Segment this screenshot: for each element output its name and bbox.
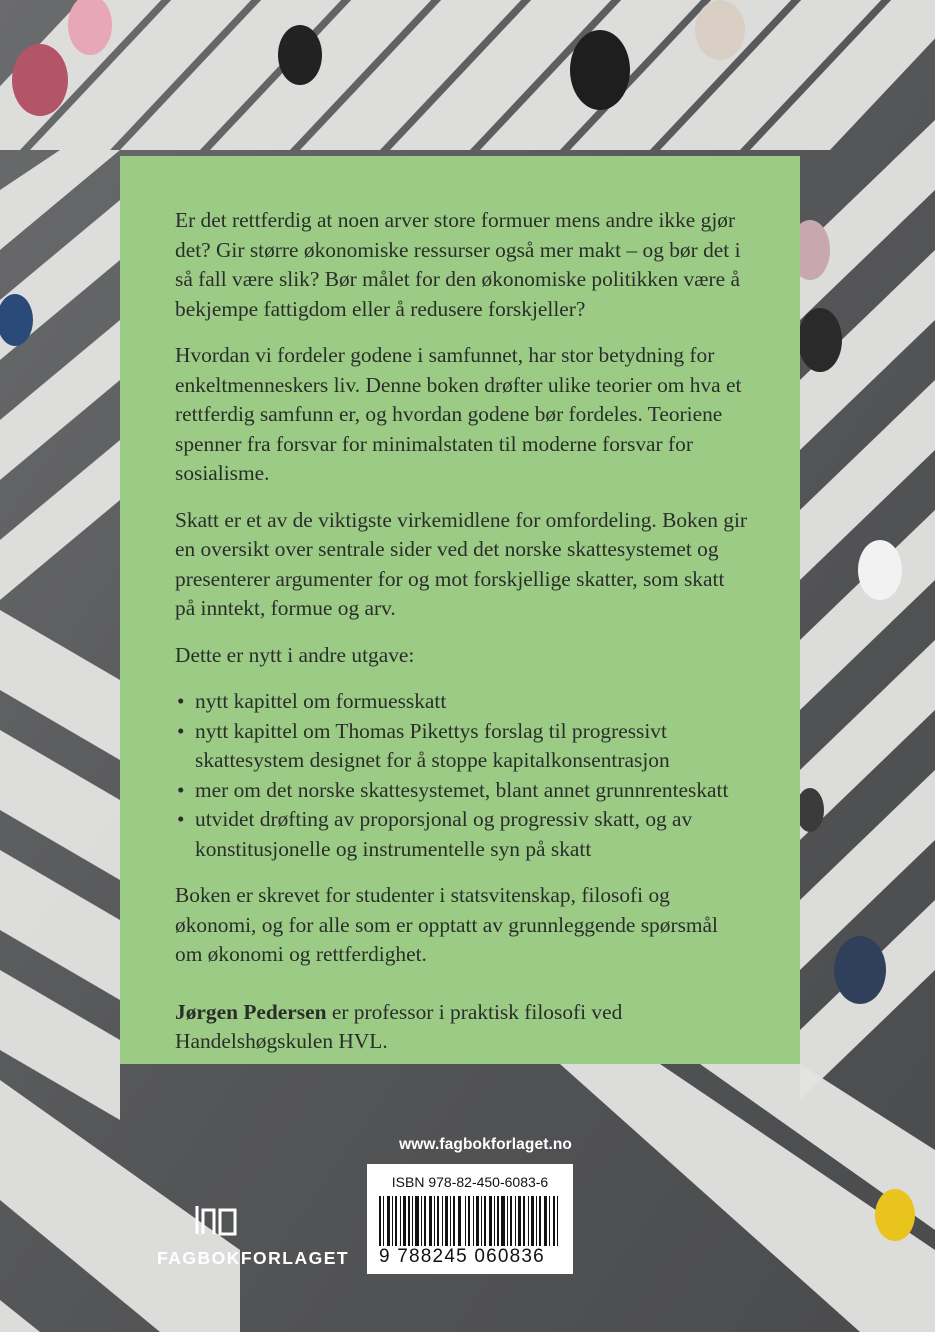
bullet-glyph: • bbox=[177, 689, 185, 713]
list-item-text: utvidet drøfting av proporsjonal og progressiv skatt, og av konstitusjonelle og instrumentelle syn på skatt bbox=[195, 807, 693, 861]
isbn-label: ISBN 978-82-450-6083-6 bbox=[391, 1174, 549, 1190]
isbn-barcode-box bbox=[367, 1164, 573, 1274]
list-item-text: nytt kapittel om Thomas Pikettys forslag til progressivt skattesystem designet for å stoppe kapitalkonsentrasjon bbox=[195, 718, 670, 772]
list-item-text: mer om det norske skattesystemet, blant annet grunnrenteskatt bbox=[195, 777, 729, 802]
list-item bbox=[175, 805, 748, 864]
author-name: Jørgen Pedersen bbox=[175, 999, 327, 1024]
bullet-glyph: • bbox=[177, 807, 185, 831]
barcode-digits: 9 788245 060836 bbox=[377, 1246, 567, 1268]
closing-paragraph: Boken er skrevet for studenter i statsvitenskap, filosofi og økonomi, og for alle som er opptatt av grunnleggende spørsmål om økonomi og rettferdighet. bbox=[175, 883, 718, 966]
blurb-paragraph: Er det rettferdig at noen arver store formuer mens andre ikke gjør det? Gir større økonomiske ressurser også mer makt – og bør det i så fall være slik? Bør målet for den økonomiske politikken være å bekjempe fattigdom eller å redusere forskjeller? bbox=[175, 208, 741, 321]
bullet-glyph: • bbox=[177, 718, 185, 743]
blurb-paragraph: Hvordan vi fordeler godene i samfunnet, har stor betydning for enkeltmenneskers liv. Denne boken drøfter ulike teorier om hva et rettferdig samfunn er, og hvordan godene bør fordeles. Teoriene spenner fra forsvar for minimalstaten til moderne forsvar for sosialisme. bbox=[175, 343, 742, 485]
author-bio-text: er professor i praktisk filosofi ved Handelshøgskulen HVL. bbox=[175, 999, 623, 1053]
list-item bbox=[175, 687, 748, 717]
new-edition-heading: Dette er nytt i andre utgave: bbox=[175, 642, 415, 667]
list-item bbox=[175, 717, 748, 776]
blurb-paragraph: Skatt er et av de viktigste virkemidlene for omfordeling. Boken gir en oversikt over sentrale sider ved det norske skattesystemet og presenterer argumenter for og mot forskjellige skatter, som skatt på inntekt, formue og arv. bbox=[175, 507, 748, 620]
author-bio bbox=[175, 998, 748, 1057]
list-item bbox=[175, 776, 748, 806]
list-item-text: nytt kapittel om formuesskatt bbox=[195, 689, 447, 713]
publisher-logo-text: FAGBOKFORLAGET bbox=[157, 1248, 350, 1268]
bullet-glyph: • bbox=[177, 777, 185, 802]
fagbokforlaget-logo-icon bbox=[194, 1204, 240, 1238]
new-edition-list bbox=[175, 687, 748, 864]
publisher-website[interactable]: www.fagbokforlaget.no bbox=[399, 1136, 572, 1153]
blurb-panel bbox=[120, 156, 800, 1064]
